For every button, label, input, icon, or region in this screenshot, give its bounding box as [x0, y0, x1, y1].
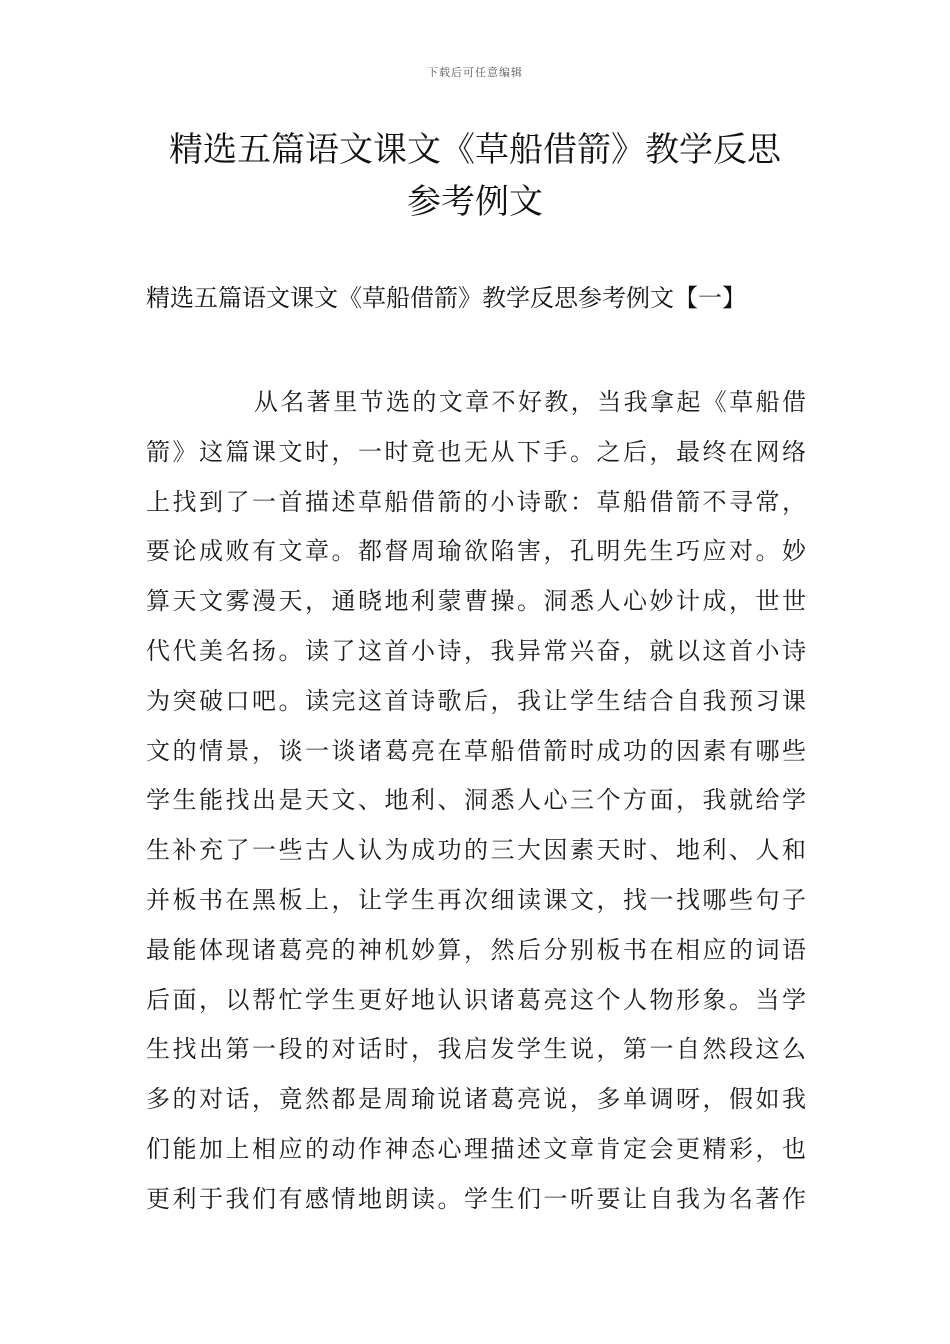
body-paragraph	[146, 378, 806, 1225]
title-line-2: 参考例文	[407, 182, 543, 222]
paragraph-line: 生找出第一段的对话时，我启发学生说，第一自然段这么	[146, 1035, 806, 1064]
paragraph-line: 算天文雾漫天，通晓地利蒙曹操。洞悉人心妙计成，世世	[146, 587, 806, 616]
header-note: 下载后可任意编辑	[427, 66, 523, 79]
paragraph-line: 为突破口吧。读完这首诗歌后，我让学生结合自我预习课	[146, 686, 806, 715]
paragraph-line: 学生能找出是天文、地利、洞悉人心三个方面，我就给学	[146, 786, 806, 815]
paragraph-line: 要论成败有文章。都督周瑜欲陷害，孔明先生巧应对。妙	[146, 537, 806, 566]
paragraph-line: 箭》这篇课文时，一时竟也无从下手。之后，最终在网络	[146, 437, 806, 466]
paragraph-line: 上找到了一首描述草船借箭的小诗歌：草船借箭不寻常，	[146, 487, 806, 516]
paragraph-line: 文的情景，谈一谈诸葛亮在草船借箭时成功的因素有哪些	[146, 736, 806, 765]
paragraph-line: 生补充了一些古人认为成功的三大因素天时、地利、人和	[146, 836, 806, 865]
title-line-1: 精选五篇语文课文《草船借箭》教学反思	[169, 130, 781, 170]
document-title	[110, 124, 840, 228]
paragraph-line: 从名著里节选的文章不好教，当我拿起《草船借	[254, 388, 806, 416]
paragraph-line: 并板书在黑板上，让学生再次细读课文，找一找哪些句子	[146, 885, 806, 914]
paragraph-line: 后面，以帮忙学生更好地认识诸葛亮这个人物形象。当学	[146, 985, 806, 1014]
paragraph-line: 最能体现诸葛亮的神机妙算，然后分别板书在相应的词语	[146, 935, 806, 964]
paragraph-line: 代代美名扬。读了这首小诗，我异常兴奋，就以这首小诗	[146, 636, 806, 665]
paragraph-line: 更利于我们有感情地朗读。学生们一听要让自我为名著作	[146, 1184, 806, 1213]
section-heading: 精选五篇语文课文《草船借箭》教学反思参考例文【一】	[146, 284, 746, 312]
paragraph-line: 多的对话，竟然都是周瑜说诸葛亮说，多单调呀，假如我	[146, 1085, 806, 1114]
paragraph-line: 们能加上相应的动作神态心理描述文章肯定会更精彩，也	[146, 1134, 806, 1163]
